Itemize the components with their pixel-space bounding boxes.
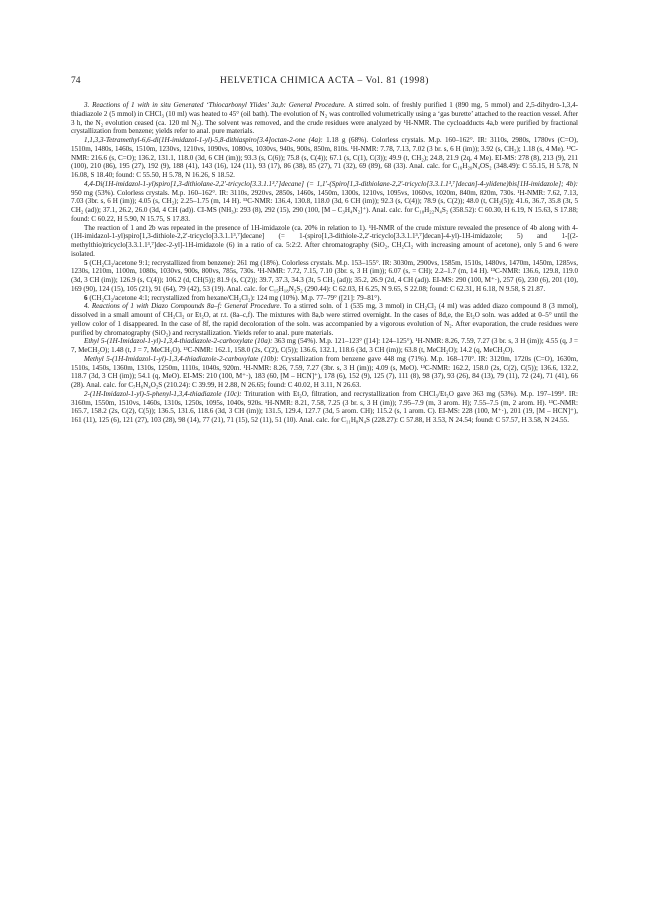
paragraph-compound-4a: 1,1,3,3-Tetramethyl-6,6-di(1H-imidazol-1-yl)-5,8-dithiaspiro[3.4]octan-2-one (4a): 1.18 g (68%). Colorless crystals. M.p. 160–162°. IR: 3110s, 2980s, 1780vs (C=O), 1510m, 1480s, 1460s, 1510m, 1230vs, 1210vs, 1090vs, 1080vs, 1030vs, 940s, 900s, 850m, 810s. ¹H-NMR: 7.78, 7.13, 7.02 (3 br. s, 6 H (im)); 3.92 (s, CH₂); 1.18 (s, 4 Me). ¹³C-NMR: 216.6 (s, C=O); 136.2, 131.1, 118.0 (3d, 6 CH (im)); 93.3 (s, C(6)); 75.8 (s, C(4)); 67.1 (s, C(1), C(3)); 49.9 (t, CH₂); 24.8, 21.9 (2q, 4 Me). EI-MS: 278 (8), 213 (9), 211 (100), 210 (86), 195 (27), 192 (9), 188 (41), 143 (16), 124 (11), 93 (17), 86 (38), 85 (27), 71 (32), 69 (89), 68 (33). Anal. calc. for C₁₆H₂₀N₄OS₂ (348.49): C 55.15, H 5.78, N 16.08, S 18.40; found: C 55.50, H 5.78, N 16.26, S 18.52. xyxy=(71,136,579,179)
paragraph-compound-10c: 2-(1H-Imidazol-1-yl)-5-phenyl-1,3,4-thiadiazole (10c): Trituration with Et₂O, filtration, and recrystallization from CHCl₃/Et₂O gave 363 mg (53%). M.p. 197–199°. IR: 3160m, 1550m, 1510vs, 1460s, 1310s, 1250s, 1095s, 1040s, 920s. ¹H-NMR: 8.21, 7.58, 7.25 (3 br. s, 3 H (im)); 7.95–7.9 (m, 3 arom. H); 7.55–7.5 (m, 2 arom. H). ¹³C-NMR: 165.7, 158.2 (2s, C(2), C(5)); 136.5, 131.6, 118.6 (3d, 3 CH (im)); 131.5, 129.4, 127.7 (3d, 5 arom. CH); 115.2 (s, 1 arom. C). EI-MS: 228 (100, M⁺·), 201 (19, [M – HCN]⁺), 161 (11), 125 (6), 121 (27), 103 (28), 98 (14), 77 (21), 71 (15), 52 (11), 51 (10). Anal. calc. for C₁₁H₈N₄S (228.27): C 57.88, H 3.53, N 24.54; found: C 57.57, H 3.58, N 24.55. xyxy=(71,389,578,424)
paragraph-compound-4b: 4,4-Di(1H-imidazol-1-yl)spiro[1,3-dithiolane-2,2′-tricyclo[3.3.1.1³,⁷]decane] (= 1,1′-(Spiro[1,3-dithiolane-2,2′-tricyclo[3.3.1.1³,⁷]decan]-4-ylidene)bis[1H-imidazole]; 4b): 950 mg (53%). Colorless crystals. M.p. 160–162°. IR: 3110s, 2920vs, 2850s, 1460s, 1450m, 1300s, 1210vs, 1095vs, 1060vs, 1020m, 840m, 820m, 730s. ¹H-NMR: 7.62, 7.13, 7.03 (3br. s, 6 H (im)); 4.05 (s, CH₂); 2.25–1.75 (m, 14 H). ¹³C-NMR: 136.4, 130.8, 118.0 (3d, 6 CH (im)); 92.3 (s, C(4)); 78.9 (s, C(2)); 48.0 (t, CH₂(5)); 41.6, 36.7, 35.8 (3t, 5 CH₂ (ad)); 37.1, 26.2, 26.0 (3d, 4 CH (ad)). CI-MS (NH₃): 293 (8), 292 (15), 290 (100, [M – C₃H₄N₂]⁺). Anal. calc. for C₁₈H₂₂N₄S₂ (358.52): C 60.30, H 6.19, N 15.63, S 17.88; found: C 60.22, H 5.90, N 15.75, S 17.83. xyxy=(71,179,578,223)
paragraph-compound-6: 6 (CH₂Cl₂/acetone 4:1; recrystallized from hexane/CH₂Cl₂): 124 mg (10%). M.p. 77–79° ([21]: 79–81°). xyxy=(84,293,382,302)
experimental-section xyxy=(71,101,578,425)
paragraph-reactions-thiocarbonyl: 3. Reactions of 1 with in situ Generated ‘Thiocarbonyl Ylides’ 3a,b: General Procedure. A stirred soln. of freshly purified 1 (890 mg, 5 mmol) and 2,5-dihydro-1,3,4-thiadiazole 2 (5 mmol) in CHCl₃ (10 ml) was heated to 45° (oil bath). The evolution of N₂ was controlled volumetrically using a ‘gas burette’ attached to the reaction vessel. After 3 h, the N₂ evolution ceased (ca. 120 ml N₂). The solvent was removed, and the crude residues were analyzed by ¹H-NMR. The cycloadducts 4a,b were purified by fractional crystallization from benzene; yields refer to anal. pure materials. xyxy=(71,101,578,136)
page-number: 74 xyxy=(71,76,81,86)
journal-title: HELVETICA CHIMICA ACTA – Vol. 81 (1998) xyxy=(219,76,430,86)
paragraph-compound-10a: Ethyl 5-(1H-Imidazol-1-yl)-1,3,4-thiadiazole-2-carboxylate (10a): 363 mg (54%). M.p. 121–123° ([14]: 124–125°). ¹H-NMR: 8.26, 7.59, 7.27 (3 br. s, 3 H (im)); 4.55 (q, J = 7, MeCH₂O); 1.48 (t, J = 7, MeCH₂O). ¹³C-NMR: 162.1, 158.0 (2s, C(2), C(5)); 136.6, 132.1, 118.6 (3d, 3 CH (im)); 63.8 (t, MeCH₂O); 14.2 (q, MeCH₂O). xyxy=(71,337,579,354)
paragraph-reactions-diazo: 4. Reactions of 1 with Diazo Compounds 8a–f: General Procedure. To a stirred soln. of 1 (535 mg, 3 mmol) in CH₂Cl₂ (4 ml) was added diazo compound 8 (3 mmol), dissolved in a small amount of CH₂Cl₂ or Et₂O, at r.t. (8a–c,f). The mixtures with 8a,b were stirred overnight. In the cases of 8d,e, the Et₂O soln. was added at 0–5° until the yellow color of 1 disappeared. In the case of 8f, the rapid decoloration of the soln. was accompanied by a vigorous evolution of N₂. After evaporation, the crude residues were purified by chromatography (SiO₂) and recrystallization. Yields refer to anal. pure materials. xyxy=(71,302,578,337)
paragraph-compound-5: 5 (CH₂Cl₂/acetone 9:1; recrystallized from benzene): 261 mg (18%). Colorless crystals. M.p. 153–155°. IR: 3030m, 2900vs, 1585m, 1510s, 1480vs, 1470m, 1450m, 1285vs, 1230s, 1210m, 1100m, 1080s, 1030vs, 900s, 800vs, 785s, 730s. ¹H-NMR: 7.72, 7.15, 7.10 (3br. s, 3 H (im)); 6.07 (s, = CH); 2.2–1.7 (m, 14 H). ¹³C-NMR: 136.6, 129.8, 119.0 (3d, 3 CH (im)); 126.9 (s, C(4)); 106.2 (d, CH(5)); 81.9 (s, C(2)); 39.7, 37.3, 34.3 (3t, 5 CH₂ (ad)); 35.2, 26.9 (2d, 4 CH (ad)). EI-MS: 290 (100, M⁺·), 257 (6), 230 (6), 201 (10), 169 (90), 124 (15), 105 (21), 91 (64), 79 (42), 53 (19). Anal. calc. for C₁₅H₁₈N₂S₂ (290.44): C 62.03, H 6.25, N 9.65, S 22.08; found: C 62.31, H 6.18, N 9.58, S 21.87. xyxy=(71,258,578,293)
paragraph-compound-10b: Methyl 5-(1H-Imidazol-1-yl)-1,3,4-thiadiazole-2-carboxylate (10b): Crystallization from benzene gave 448 mg (71%). M.p. 168–170°. IR: 3120m, 1720s (C=O), 1630m, 1510s, 1450s, 1360m, 1310s, 1250m, 1110s, 1040s, 920m. ¹H-NMR: 8.26, 7.59, 7.27 (3br. s, 3 H (im)); 4.09 (s, MeO). ¹³C-NMR: 162.2, 158.0 (2s, C(2), C(5)); 136.6, 132.2, 118.7 (3d, 3 CH (im)); 54.1 (q, MeO). EI-MS: 210 (100, M⁺·), 183 (60, [M – HCN]⁺), 178 (6), 152 (9), 125 (7), 111 (8), 98 (37), 93 (26), 84 (13), 79 (11), 72 (24), 71 (41), 66 (28). Anal. calc. for C₇H₆N₄O₂S (210.24): C 39.99, H 2.88, N 26.65; found: C 40.02, H 3.11, N 26.63. xyxy=(71,354,578,389)
running-header xyxy=(71,76,578,90)
paragraph-imidazole-repeat: The reaction of 1 and 2b was repeated in the presence of 1H-imidazole (ca. 20% in relation to 1). ¹H-NMR of the crude mixture revealed the presence of 4b along with 4-(1H-imidazol-1-yl)spiro[1,3-dithiole-2,2′-tricyclo[3.3.1.1³,⁷]decane] (= 1-(spiro[1,3-dithiole-2,2′-tricyclo[3.3.1.1³,⁷]decan]-4-yl)-1H-imidazole; 5) and 1-[(2-methylthio)tricyclo[3.3.1.1³,⁷]dec-2-yl]-1H-imidazole (6) in a ratio of ca. 5:2:2. After chromatography (SiO₂, CH₂Cl₂ with increasing amount of acetone), only 5 and 6 were isolated. xyxy=(71,223,578,258)
